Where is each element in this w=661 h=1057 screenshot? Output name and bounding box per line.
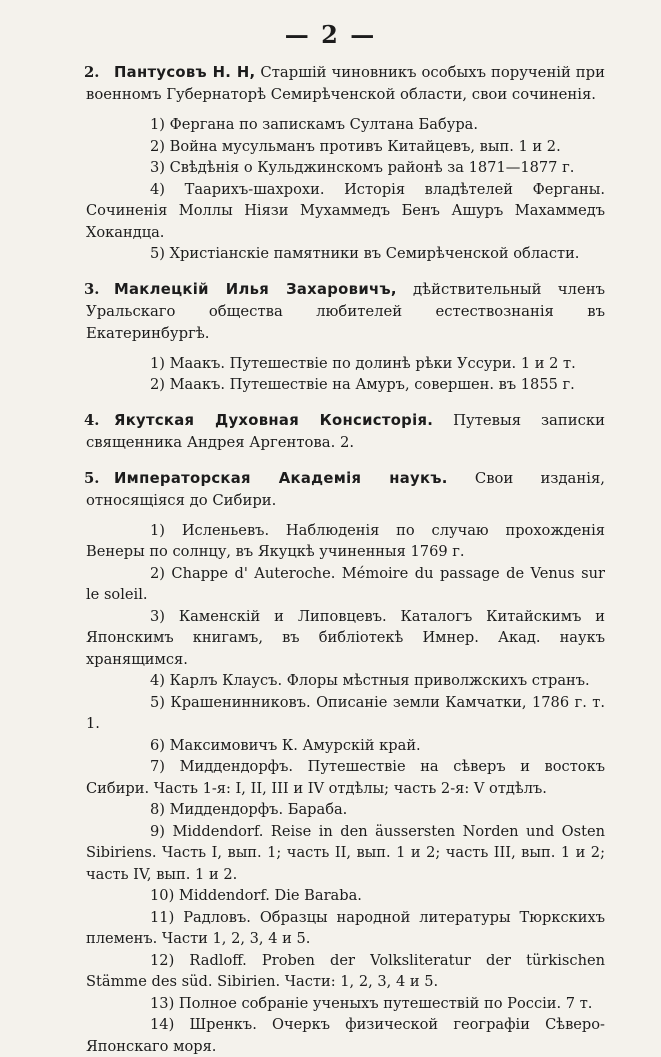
entry-2 xyxy=(0,62,661,265)
list-item: 1) Маакъ. Путешествіе по долинѣ рѣки Уссури. 1 и 2 т. xyxy=(86,353,605,375)
list-item: 13) Полное собраніе ученыхъ путешествій по Россіи. 7 т. xyxy=(86,993,605,1015)
entry-name: Якутская Духовная Консисторія. xyxy=(114,412,433,429)
list-item: 4) Таарихъ-шахрохи. Исторія владѣтелей Ферганы. Сочиненія Моллы Ніязи Мухаммедъ Бенъ Ашуръ Махаммедъ Хокандца. xyxy=(86,179,605,244)
list-item: 6) Максимовичъ К. Амурскій край. xyxy=(86,735,605,757)
entry-heading xyxy=(86,62,605,106)
entry-items xyxy=(86,114,605,265)
entry-4 xyxy=(0,410,661,454)
list-item: 4) Карлъ Клаусъ. Флоры мѣстныя приволжскихъ странъ. xyxy=(86,670,605,692)
list-item: 2) Маакъ. Путешествіе на Амуръ, совершен. въ 1855 г. xyxy=(86,374,605,396)
entry-number: 5. xyxy=(84,468,99,490)
list-item: 12) Radloff. Proben der Volksliteratur der türkischen Stämme des süd. Sibirien. Части: 1, 2, 3, 4 и 5. xyxy=(86,950,605,993)
list-item: 3) Каменскій и Липовцевъ. Каталогъ Китайскимъ и Японскимъ книгамъ, въ библіотекѣ Имнер. Акад. наукъ хранящимся. xyxy=(86,606,605,671)
entry-name: Маклецкій Илья Захаровичъ, xyxy=(114,281,397,298)
list-item: 2) Война мусульманъ противъ Китайцевъ, вып. 1 и 2. xyxy=(86,136,605,158)
page-content xyxy=(0,62,661,1057)
entry-name: Пантусовъ Н. Н, xyxy=(114,64,255,81)
entry-name: Императорская Академія наукъ. xyxy=(114,470,448,487)
entry-heading xyxy=(86,468,605,512)
list-item: 5) Крашенинниковъ. Описаніе земли Камчатки, 1786 г. т. 1. xyxy=(86,692,605,735)
list-item: 3) Свѣдѣнія о Кульджинскомъ районѣ за 1871—1877 г. xyxy=(86,157,605,179)
entry-heading xyxy=(86,410,605,454)
entry-description: Свои изданія, относящіяся до Сибири. xyxy=(86,470,605,509)
list-item: 9) Middendorf. Reise in den äussersten Norden und Osten Sibiriens. Часть I, вып. 1; часть II, вып. 1 и 2; часть III, вып. 1 и 2; часть IV, вып. 1 и 2. xyxy=(86,821,605,886)
entry-heading xyxy=(86,279,605,345)
list-item: 1) Фергана по запискамъ Султана Бабура. xyxy=(86,114,605,136)
list-item: 5) Христіанскіе памятники въ Семирѣченской области. xyxy=(86,243,605,265)
list-item: 1) Исленьевъ. Наблюденія по случаю прохожденія Венеры по солнцу, въ Якуцкѣ учиненныя 1769 г. xyxy=(86,520,605,563)
entry-5 xyxy=(0,468,661,1057)
list-item: 10) Middendorf. Die Baraba. xyxy=(86,885,605,907)
entry-description: Путевыя записки священника Андрея Аргентова. 2. xyxy=(86,412,605,451)
list-item: 14) Шренкъ. Очеркъ физической географіи Сѣверо-Японскаго моря. xyxy=(86,1014,605,1057)
list-item: 2) Chappe d' Auteroche. Mémoire du passage de Venus sur le soleil. xyxy=(86,563,605,606)
list-item: 8) Миддендорфъ. Бараба. xyxy=(86,799,605,821)
page-number: — 2 — xyxy=(0,20,661,49)
entry-description: дѣйствительный членъ Уральскаго общества любителей естествознанія въ Екатеринбургѣ. xyxy=(86,281,605,342)
list-item: 7) Миддендорфъ. Путешествіе на сѣверъ и востокъ Сибири. Часть 1-я: I, II, III и IV отдѣлы; часть 2-я: V отдѣлъ. xyxy=(86,756,605,799)
entry-number: 4. xyxy=(84,410,99,432)
list-item: 11) Радловъ. Образцы народной литературы Тюркскихъ племенъ. Части 1, 2, 3, 4 и 5. xyxy=(86,907,605,950)
entry-3 xyxy=(0,279,661,396)
entry-items xyxy=(86,353,605,396)
entry-description: Старшій чиновникъ особыхъ порученій при военномъ Губернаторѣ Семирѣченской области, свои сочиненія. xyxy=(86,64,605,103)
entry-number: 2. xyxy=(84,62,99,84)
entry-number: 3. xyxy=(84,279,99,301)
entry-items xyxy=(86,520,605,1057)
